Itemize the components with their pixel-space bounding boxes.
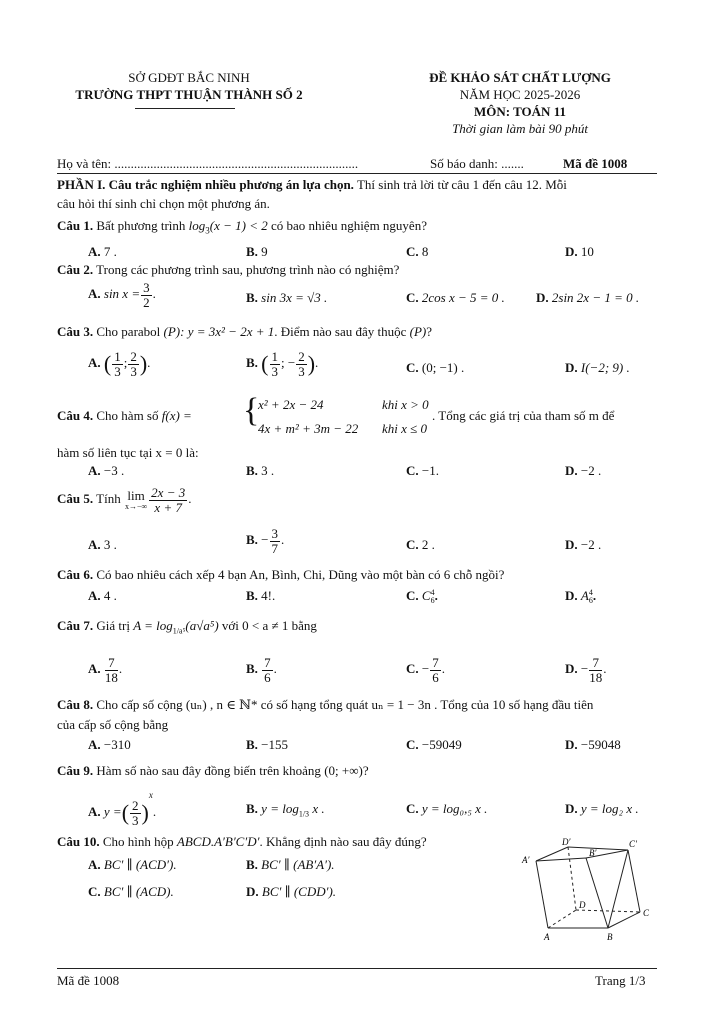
q7-option-b[interactable]: B. $\frac{7}{6}$ .	[246, 655, 277, 685]
q3-option-c[interactable]: C. (0; −1) .	[406, 360, 465, 375]
q5-option-a[interactable]: A. 3 .	[88, 537, 117, 552]
q6-option-c[interactable]: C. C 4 6 .	[406, 588, 438, 606]
question-8: Câu 8. Cho cấp số cộng (uₙ) , n ∈ ℕ* có số hạng tổng quát uₙ = 1 − 3n . Tổng của 10 số hạng đầu tiên	[57, 697, 594, 712]
q4-option-d[interactable]: D. −2 .	[565, 463, 602, 478]
label-b: B	[607, 932, 613, 942]
q1-option-b[interactable]: B. 9	[246, 244, 268, 259]
question-9: Câu 9. Hàm số nào sau đây đồng biến trên khoảng (0; +∞)?	[57, 763, 369, 778]
label-d1: D′	[562, 837, 571, 847]
page-number: Trang 1/3	[595, 973, 646, 988]
q6-option-a[interactable]: A. 4 .	[88, 588, 117, 603]
question-1: Câu 1. Bất phương trình $\log_3(x - 1) < 2$ có bao nhiêu nghiệm nguyên?	[57, 218, 427, 236]
q7-option-d[interactable]: D. − $\frac{7}{18}$ .	[565, 655, 607, 685]
q7-option-c[interactable]: C. − $\frac{7}{6}$ .	[406, 655, 445, 685]
subject: MÔN: TOÁN 11	[474, 104, 566, 119]
q7-option-a[interactable]: A. $\frac{7}{18}$ .	[88, 655, 123, 685]
header-underline	[135, 108, 235, 109]
q4-option-c[interactable]: C. −1.	[406, 463, 439, 478]
q6-option-b[interactable]: B. 4!.	[246, 588, 276, 603]
q1-option-d[interactable]: D. 10	[565, 244, 594, 259]
q2-option-a[interactable]: A. sin x = $\frac{3}{2}$ .	[88, 280, 156, 310]
exam-code: Mã đề 1008	[563, 156, 628, 171]
q9-option-b[interactable]: B. $y = \log_{1/3} x$ .	[246, 801, 325, 819]
parallelepiped-figure	[516, 836, 656, 944]
q9-option-a[interactable]: A. y =( $\frac{2}{3}$ )$^x$.	[88, 790, 157, 828]
q8-option-c[interactable]: C. −59049	[406, 737, 462, 752]
q5-option-c[interactable]: C. 2 .	[406, 537, 435, 552]
q1-option-c[interactable]: C. 8	[406, 244, 429, 259]
q10-option-c[interactable]: C. BC′ ∥ (ACD).	[88, 884, 174, 899]
label-c: C	[643, 908, 650, 918]
question-4: Câu 4. Cho hàm số f(x) =	[57, 408, 192, 423]
q2-option-d[interactable]: D. 2sin 2x − 1 = 0 .	[536, 290, 640, 305]
department-name: SỞ GDĐT BẮC NINH	[128, 70, 250, 85]
q2-option-b[interactable]: B. sin 3x = √3 .	[246, 290, 328, 305]
q8-line-2: của cấp số cộng bằng	[57, 717, 169, 732]
exam-duration: Thời gian làm bài 90 phút	[452, 121, 588, 136]
q3-option-d[interactable]: D. I(−2; 9) .	[565, 360, 630, 375]
q9-option-d[interactable]: D. y = log₂ x .	[565, 801, 639, 816]
question-10: Câu 10. Cho hình hộp ABCD.A′B′C′D′. Khẳng định nào sau đây đúng?	[57, 834, 427, 849]
q9-option-c[interactable]: C. y = log₀,₅ x .	[406, 801, 488, 816]
part1-instructions: câu hỏi thí sinh chỉ chọn một phương án.	[57, 196, 270, 211]
q4-cond-1: khi x > 0	[382, 397, 429, 412]
q4-option-a[interactable]: A. −3 .	[88, 463, 125, 478]
footer-exam-code: Mã đề 1008	[57, 973, 120, 988]
q3-option-b[interactable]: B. ( $\frac{1}{3}$ ; − $\frac{2}{3}$ ).	[246, 349, 319, 379]
q2-option-c[interactable]: C. 2cos x − 5 = 0 .	[406, 290, 505, 305]
q3-option-a[interactable]: A. ( $\frac{1}{3}$ ; $\frac{2}{3}$ ).	[88, 349, 151, 379]
footer-rule	[57, 968, 657, 969]
q10-option-d[interactable]: D. BC′ ∥ (CDD′).	[246, 884, 337, 899]
q4-cond-2: khi x ≤ 0	[382, 421, 428, 436]
question-7: Câu 7. Giá trị $A = \log_{1/a^5}(a√a^5)$ với 0 < a ≠ 1 bằng	[57, 618, 317, 636]
piecewise-brace: {	[243, 392, 260, 429]
student-id-field: Số báo danh: .......	[430, 156, 524, 171]
q4-option-b[interactable]: B. 3 .	[246, 463, 275, 478]
label-b1: B′	[589, 848, 597, 858]
q4-case-1: x² + 2x − 24	[258, 397, 324, 412]
exam-title: ĐỀ KHẢO SÁT CHẤT LƯỢNG	[429, 70, 611, 85]
label-c1: C′	[629, 839, 637, 849]
question-5: Câu 5. Tính lim x→−∞ $\frac{2x - 3}{x + 7}$ .	[57, 485, 192, 515]
label-a1: A′	[522, 855, 530, 865]
question-2: Câu 2. Trong các phương trình sau, phương trình nào có nghiệm?	[57, 262, 400, 277]
q8-option-d[interactable]: D. −59048	[565, 737, 621, 752]
label-a: A	[544, 932, 550, 942]
q5-option-d[interactable]: D. −2 .	[565, 537, 602, 552]
question-3: Câu 3. Cho parabol (P): y = 3x² − 2x + 1. Điểm nào sau đây thuộc (P)?	[57, 324, 433, 339]
q6-option-d[interactable]: D. A 4 6 .	[565, 588, 597, 606]
q4-case-2: 4x + m² + 3m − 22	[258, 421, 359, 436]
question-6: Câu 6. Có bao nhiêu cách xếp 4 bạn An, Bình, Chi, Dũng vào một bàn có 6 chỗ ngồi?	[57, 567, 505, 582]
student-name-field: Họ và tên: ...........................................................................	[57, 156, 359, 171]
school-year: NĂM HỌC 2025-2026	[459, 87, 581, 102]
label-d: D	[579, 900, 586, 910]
q8-option-a[interactable]: A. −310	[88, 737, 131, 752]
student-line-rule	[57, 173, 657, 174]
q10-option-a[interactable]: A. BC′ ∥ (ACD′).	[88, 857, 177, 872]
q4-line-2: hàm số liên tục tại x = 0 là:	[57, 445, 199, 460]
school-name: TRƯỜNG THPT THUẬN THÀNH SỐ 2	[75, 87, 303, 102]
part1-heading: PHẦN I. Câu trắc nghiệm nhiều phương án lựa chọn. Thí sinh trả lời từ câu 1 đến câu 12. Mỗi	[57, 177, 567, 192]
q10-option-b[interactable]: B. BC′ ∥ (AB′A′).	[246, 857, 335, 872]
q5-option-b[interactable]: B. − $\frac{3}{7}$ .	[246, 526, 285, 556]
q1-option-a[interactable]: A. 7 .	[88, 244, 117, 259]
q4-text-cont: . Tổng các giá trị của tham số m để	[432, 408, 615, 423]
q8-option-b[interactable]: B. −155	[246, 737, 289, 752]
